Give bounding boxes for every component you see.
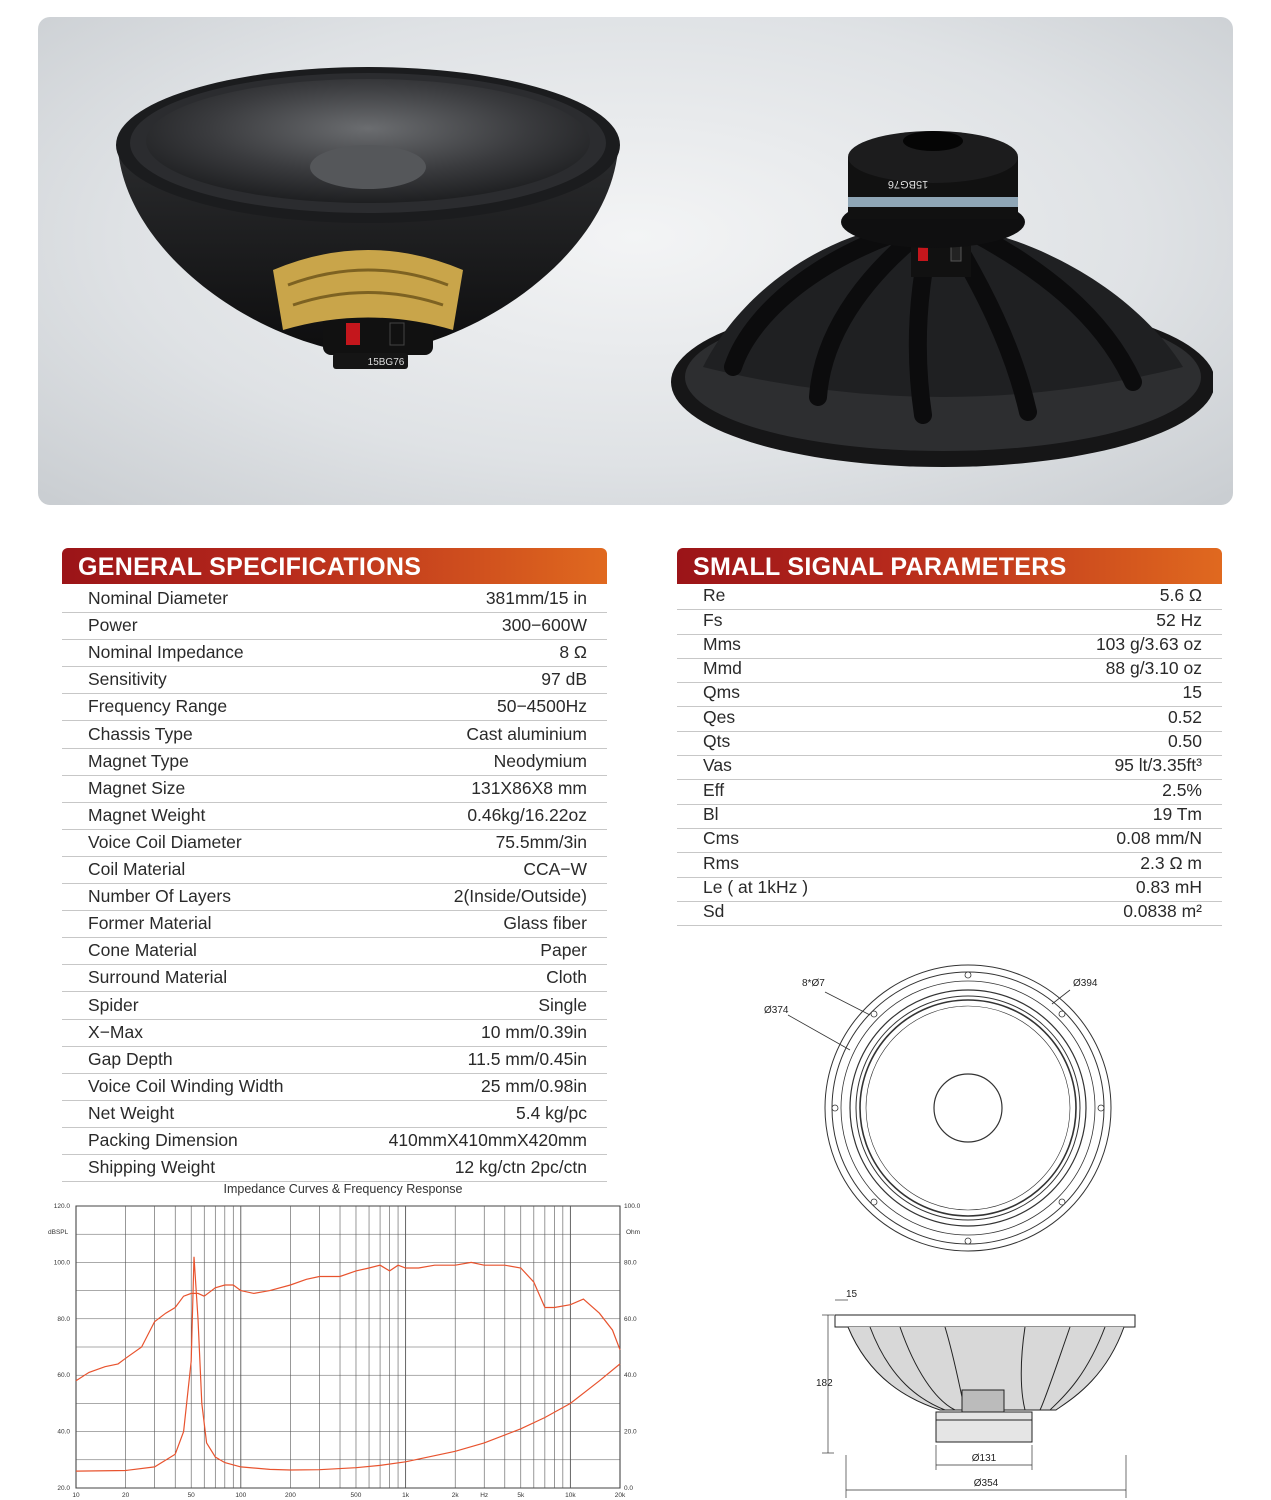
general-spec-label: Voice Coil Winding Width [88, 1075, 284, 1096]
general-spec-row [62, 667, 607, 694]
general-spec-label: Power [88, 615, 138, 636]
baffle-diameter-label: Ø354 [973, 1478, 999, 1489]
signal-param-label: Mmd [703, 658, 742, 679]
general-spec-label: Chassis Type [88, 723, 193, 744]
general-spec-value: 10 mm/0.39in [480, 1021, 587, 1042]
general-spec-row [62, 1074, 607, 1101]
x-tick-label: 20k [614, 1492, 626, 1499]
signal-param-value: 0.08 mm/N [1116, 828, 1202, 849]
general-spec-label: Net Weight [88, 1102, 175, 1123]
left-tick-label: 40.0 [57, 1428, 70, 1436]
signal-param-value: 0.0838 m² [1123, 901, 1202, 922]
general-spec-row [62, 1128, 607, 1155]
general-spec-row [62, 1047, 607, 1074]
signal-param-label: Rms [703, 852, 739, 873]
general-spec-row [62, 776, 607, 803]
general-spec-value: 5.4 kg/pc [515, 1102, 587, 1123]
general-spec-value: Cast aluminium [466, 723, 587, 744]
left-tick-label: 20.0 [57, 1485, 70, 1492]
general-spec-value: 11.5 mm/0.45in [467, 1048, 587, 1069]
general-spec-label: Frequency Range [88, 696, 228, 717]
left-tick-label: 120.0 [53, 1203, 70, 1210]
signal-param-label: Re [703, 585, 726, 606]
x-tick-label: 10k [565, 1492, 576, 1499]
signal-param-value: 19 Tm [1152, 803, 1202, 824]
signal-param-value: 88 g/3.10 oz [1105, 658, 1202, 679]
signal-param-value: 2.3 Ω m [1140, 852, 1202, 873]
general-spec-label: Sensitivity [88, 669, 167, 690]
signal-param-label: Sd [703, 901, 725, 922]
impedance-curve-line [76, 1257, 620, 1471]
speaker-front-image [98, 55, 638, 385]
x-tick-label: 10 [72, 1492, 80, 1499]
general-spec-value: 12 kg/ctn 2pc/ctn [454, 1157, 587, 1178]
general-spec-label: Nominal Diameter [88, 588, 229, 609]
general-specs-table [62, 586, 607, 1182]
signal-param-row [677, 902, 1222, 926]
signal-param-row [677, 732, 1222, 756]
signal-param-label: Fs [703, 609, 723, 630]
x-tick-label: 100 [235, 1492, 247, 1499]
model-label-rear: 15BG76 [887, 178, 929, 190]
flange-label: 15 [846, 1289, 858, 1300]
general-spec-value: 131X86X8 mm [471, 777, 587, 798]
small-signal-table [677, 586, 1222, 926]
general-spec-value: Paper [540, 940, 587, 961]
right-unit-label: Ohm [626, 1229, 641, 1236]
signal-param-value: 0.83 mH [1135, 876, 1202, 897]
general-spec-row [62, 884, 607, 911]
general-spec-label: Surround Material [88, 967, 228, 988]
general-spec-value: 25 mm/0.98in [480, 1075, 587, 1096]
signal-param-value: 0.50 [1167, 731, 1202, 752]
signal-param-label: Eff [703, 779, 725, 800]
general-spec-label: Gap Depth [88, 1048, 173, 1069]
signal-param-label: Qts [703, 731, 731, 752]
general-spec-row [62, 830, 607, 857]
general-spec-value: 0.46kg/16.22oz [467, 804, 587, 825]
signal-param-row [677, 659, 1222, 683]
dust-cap [934, 1074, 1002, 1142]
general-spec-value: 97 dB [541, 669, 587, 690]
signal-param-row [677, 756, 1222, 780]
general-spec-row [62, 694, 607, 721]
side-profile [835, 1315, 1135, 1442]
general-spec-row [62, 1020, 607, 1047]
left-tick-label: 60.0 [57, 1372, 70, 1380]
general-spec-label: Shipping Weight [88, 1157, 216, 1178]
signal-param-label: Bl [703, 803, 719, 824]
magnet-diameter-label: Ø131 [971, 1453, 997, 1464]
general-spec-label: Magnet Size [88, 777, 186, 798]
general-spec-value: 75.5mm/3in [495, 831, 587, 852]
general-spec-row [62, 586, 607, 613]
general-spec-value: Cloth [546, 967, 587, 988]
general-spec-label: X−Max [88, 1021, 143, 1042]
signal-param-row [677, 829, 1222, 853]
right-tick-label: 20.0 [624, 1428, 637, 1436]
speaker-rear-image [663, 97, 1213, 477]
signal-param-row [677, 878, 1222, 902]
general-spec-label: Cone Material [88, 940, 197, 961]
general-spec-row [62, 613, 607, 640]
signal-param-row [677, 853, 1222, 877]
general-spec-value: 50−4500Hz [496, 696, 587, 717]
general-spec-row [62, 965, 607, 992]
general-spec-row [62, 803, 607, 830]
general-spec-row [62, 938, 607, 965]
general-spec-row [62, 640, 607, 667]
response-chart [38, 1178, 648, 1500]
signal-param-value: 52 Hz [1156, 609, 1202, 630]
right-tick-label: 0.0 [624, 1485, 634, 1492]
signal-param-row [677, 586, 1222, 610]
general-spec-value: 300−600W [501, 615, 587, 636]
general-spec-value: 410mmX410mmX420mm [388, 1129, 587, 1150]
signal-param-row [677, 683, 1222, 707]
right-tick-label: 100.0 [624, 1203, 641, 1210]
general-spec-label: Spider [88, 994, 139, 1015]
signal-param-row [677, 805, 1222, 829]
general-spec-value: CCA−W [523, 859, 587, 880]
depth-label: 182 [816, 1378, 833, 1389]
product-photo-panel [38, 17, 1233, 505]
general-spec-row [62, 992, 607, 1019]
left-tick-label: 80.0 [57, 1315, 70, 1323]
signal-param-label: Cms [703, 828, 739, 849]
small-signal-title: SMALL SIGNAL PARAMETERS [677, 548, 1222, 584]
right-tick-label: 80.0 [624, 1259, 637, 1267]
signal-param-row [677, 780, 1222, 804]
left-unit-label: dBSPL [48, 1229, 69, 1236]
general-spec-label: Coil Material [88, 859, 186, 880]
general-spec-label: Number Of Layers [88, 886, 231, 907]
general-spec-label: Magnet Type [88, 750, 189, 771]
signal-param-row [677, 610, 1222, 634]
right-tick-label: 40.0 [624, 1372, 637, 1380]
signal-param-label: Qms [703, 682, 740, 703]
signal-param-label: Le ( at 1kHz ) [703, 876, 809, 897]
chart-title: Impedance Curves & Frequency Response [223, 1182, 463, 1196]
x-tick-label: 500 [350, 1492, 362, 1499]
x-tick-label: 200 [284, 1492, 296, 1499]
x-unit-label: Hz [480, 1492, 489, 1499]
x-tick-label: 1k [402, 1492, 410, 1499]
model-label-front: 15BG76 [367, 357, 405, 368]
general-spec-label: Packing Dimension [88, 1129, 238, 1150]
x-tick-label: 2k [451, 1492, 459, 1499]
signal-param-label: Mms [703, 633, 741, 654]
general-spec-value: 2(Inside/Outside) [453, 886, 587, 907]
signal-param-value: 2.5% [1162, 779, 1202, 800]
signal-param-label: Vas [703, 755, 732, 776]
dimension-drawing [740, 960, 1140, 1500]
signal-param-row [677, 707, 1222, 731]
general-spec-value: Single [538, 994, 587, 1015]
general-spec-row [62, 1101, 607, 1128]
holes-label: 8*Ø7 [802, 978, 825, 989]
general-spec-value: Glass fiber [503, 913, 587, 934]
right-tick-label: 60.0 [624, 1315, 637, 1323]
general-spec-row [62, 749, 607, 776]
signal-param-value: 103 g/3.63 oz [1095, 633, 1202, 654]
general-spec-value: Neodymium [493, 750, 587, 771]
signal-param-row [677, 635, 1222, 659]
general-spec-label: Nominal Impedance [88, 642, 244, 663]
signal-param-label: Qes [703, 706, 736, 727]
general-spec-row [62, 911, 607, 938]
frequency-response-line [76, 1262, 620, 1380]
left-tick-label: 100.0 [53, 1259, 70, 1267]
signal-param-value: 5.6 Ω [1159, 585, 1202, 606]
signal-param-value: 95 lt/3.35ft³ [1114, 755, 1202, 776]
general-spec-label: Voice Coil Diameter [88, 831, 242, 852]
general-specs-title: GENERAL SPECIFICATIONS [62, 548, 607, 584]
general-spec-label: Magnet Weight [88, 804, 206, 825]
x-tick-label: 5k [517, 1492, 525, 1499]
general-spec-label: Former Material [88, 913, 212, 934]
outer-diameter-label: Ø394 [1073, 978, 1098, 989]
general-spec-value: 8 Ω [559, 642, 587, 663]
general-spec-row [62, 721, 607, 748]
general-spec-value: 381mm/15 in [485, 588, 587, 609]
general-spec-row [62, 857, 607, 884]
x-tick-label: 20 [121, 1492, 130, 1499]
bolt-circle-label: Ø374 [764, 1005, 789, 1016]
chart-plot [38, 1178, 648, 1500]
x-tick-label: 50 [187, 1492, 195, 1499]
signal-param-value: 0.52 [1167, 706, 1202, 727]
signal-param-value: 15 [1182, 682, 1202, 703]
